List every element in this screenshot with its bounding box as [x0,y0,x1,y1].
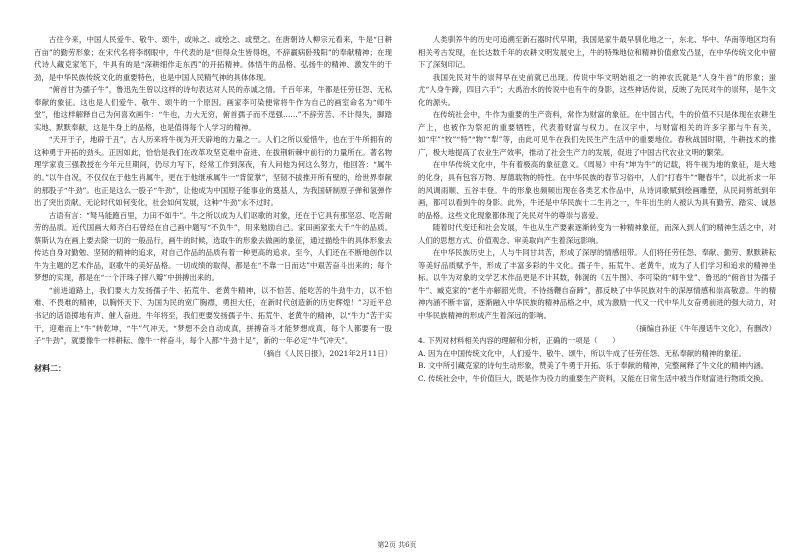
question-stem: 4. 下列对材料相关内容的理解和分析，正确的一项是（ ） [418,336,620,346]
paragraph: 在中华民族历史上，人与牛同甘共苦，形成了深厚的情感纽带。人们将任劳任怨、奉献、勤劳、默默耕耘等美好品质赋予牛，形成了丰富多彩的牛文化。孺子牛、拓荒牛、老黄牛，成为了人们学习和追求的精神坐标。以牛为对象的文学艺术作品更是不计其数，韩滉的《五牛图》、李可染的“师牛堂”、鲁迅的“俯首甘为孺子牛”、臧克家的“老牛亦解韶光贵，不待扬鞭自奋蹄”，都反映了中华民族对牛的深厚情感和崇高敬意。牛的精神内涵不断丰富，逐渐融入中华民族的精神品格之中，成为激励一代又一代中华儿女奋勇前进的强大动力，对中华民族精神的形成产生着深远的影响。 [418,248,776,321]
paragraph: 随着时代变迁和社会发展，牛也从生产要素逐渐转变为一种精神象征，而深入到人们的精神生活之中，对人们的思想方式、价值观念、审美取向产生着深远影响。 [418,223,776,245]
paragraph: “俯首甘为孺子牛”，鲁迅先生曾以这样的诗句表达对人民的赤诚之情。千百年来，牛都是任劳任怨、无私奉献的象征。这也是人们爱牛、敬牛、颂牛的一个原因。画家李可染便常将牛作为自己的画室命名为“师牛堂”，他这样解释自己为何喜欢画牛：“牛也，力大无穷，俯首孺子而不逞强……”不辞劳苦、不计得失，脚踏实地、默默奉献，这是牛身上的品格，也是值得每个人学习的精神。 [34,85,392,132]
material-heading: 材料二： [34,363,66,374]
paragraph: 人类驯养牛的历史可追溯至新石器时代早期，我国是家牛最早驯化地之一，东北、华中、华南等地区均有相关考古发现，在长达数千年的农耕文明发展史上，牛的特殊地位和精神价值愈发凸显，在中华传统文化中留下了深刻印记。 [418,35,776,70]
paragraph: 古语有言：“驽马能跑百里，力田不如牛”。牛之所以成为人们讴歌的对象，还在于它具有那坚忍、吃苦耐劳的品质。近代国画大师齐白石曾经在自己画中题写“不负牛”，用来勉励自己。家田画家张大千“牛的品质。蔡斯认为在画上要去除一切的一般品行，画牛的时候，选取牛的形象去做画的象征，通过描绘牛的具体形象去传达自身对勤勉、坚韧的精神的追求，对自己作品的品质有着一种更高的追求。至今，人们还在不断地创作以牛为主题的艺术作品，讴歌牛的美好品格。一切成绩的取得，都是在“不靠一日而达”中艰苦奋斗出来的；每个梦想的实现，都是在“一个汗珠子摔八瓣”中拼搏出来的。 [34,210,392,283]
option-b: B. 文中所引藏克家的诗句生动形象，赞美了牛勇于开拓、乐于奉献的精神，完整阐释了牛文化的精神内涵。 [418,361,769,371]
source-citation: （摘自《人民日报》，2021年2月11日） [259,348,392,358]
paragraph: “前进道路上，我们要大力发扬孺子牛、拓荒牛、老黄牛精神，以不怕苦、能吃苦的牛劲牛力，以不怕难、不畏难的精神，以胸怀天下、为国为民的宽广胸襟，勇担大任，在新时代创造新的历史辉煌！”习近平总书记的话语掷地有声、催人奋进。牛年将至，我们更要发扬孺子牛、拓荒牛、老黄牛的精神，以“牛力”苦干实干，迎难而上“牛”转乾坤，“牛”气冲天。“梦想不会自动成真，拼搏奋斗才能梦想成真，每个人都要有一股子“牛劲”，就要像牛一样耕耘、像牛一样奋斗，每个人都“牛劲十足”，新的一年必定“牛气冲天”。 [34,285,392,346]
paragraph: 在传统社会中，牛作为重要的生产资料，常作为财富的象征。在中国古代，牛的价值不只是体现在农耕生产上，也被作为祭祀的重要牺牲，代表着财富与权力。在汉字中，与财富相关的许多字都与牛有关，如“牢”“牧”“特”“物”“犁”等，由此可见牛在我们先民生产生活中的重要地位。春秋战国时期，牛耕技术的推广，极大地提高了农业生产效率，推动了社会生产力的发展，促进了中国古代农业文明的繁荣。 [418,110,776,157]
page-number: 第2页 共6页 [377,541,417,549]
left-column [34,34,392,375]
paragraph: 古往今来，中国人民爱牛、敬牛、颂牛，或咏之、或绘之、或塑之。在唐朝诗人柳宗元看来，牛是“日耕百亩”的勤劳形象；在宋代名将李纲眼中，牛代表的是“但得众生皆得饱，不辞羸病卧残阳”的奉献精神；在现代诗人藏克家笔下，牛具有的是“深耕细作走东西”的开拓精神。体悟牛的品格、弘扬牛的精神、激发牛的干劲，是中华民族传统文化的重要特色，也是中国人民精气神的具体体现。 [34,35,392,82]
right-column [418,34,776,385]
paragraph: “天开于子，地辟于丑”，古人历来将牛视为开天辟地的力量之一。人们之所以爱惜牛，也在于牛所拥有的这种勇于开拓的劲头。正因如此，恰恰是我们在改革攻坚克难中奋进、在拔荆斩棘中前行的力量所在。著名物理学家袁三强教授在今年元旦期间，仍尽力写下，经常工作到深夜，有人问他为何这么努力，他回答：“属牛的。”以牛自况，不仅仅在于他生肖属牛，更在于他继承属牛一“背筐掌”，坚韧不拔推开所有壁的，给世界奉献的那股子“牛劲”。也正是这么一股子“牛劲”，让他成为中国原子能事业的奠基人，为我国研制原子弹和氢弹作出了突出贡献。无论时代如何变化，社会如何发展，这种“牛劲”永不过时。 [34,135,392,208]
source-citation: （摘编自孙征《牛年漫话牛文化》，有删改） [631,323,776,333]
paragraph: 我国先民对牛的崇拜早在史前就已出现。传说中华文明始祖之一的神农氏就是“人身牛首”的形象；蚩尤“人身牛蹄，四目六手”；大禹治水的传说中也有牛的身影，这些神话传说，反映了先民对牛的崇拜，是牛文化的源头。 [418,72,776,107]
paragraph: 在中华传统文化中，牛有着极高的象征意义。《周易》中有“坤为牛”的记载，将牛视为地的象征，是大地的化身，具有包容万物、厚德载物的特性。在中华民族的春节习俗中，人们“打春牛”“鞭春牛”，以此祈求一年的风调雨顺、五谷丰登。牛的形象也频频出现在各类艺术作品中，从诗词歌赋到绘画雕塑，从民间剪纸到年画，都可以看到牛的身影。此外，牛还是中华民族十二生肖之一，牛年出生的人被认为具有勤劳、踏实、诚恳的品格。这些文化现象都体现了先民对牛的尊崇与喜爱。 [418,160,776,220]
option-c: C. 传统社会中，牛价值巨大，既是作为役力的重要生产资料，又能在日常生活中被当作财富进行物质交换。 [418,373,769,383]
option-a: A. 因为在中国传统文化中，人们爱牛、敬牛、颂牛，所以牛成了任劳任怨、无私奉献的精神的象征。 [418,348,746,358]
